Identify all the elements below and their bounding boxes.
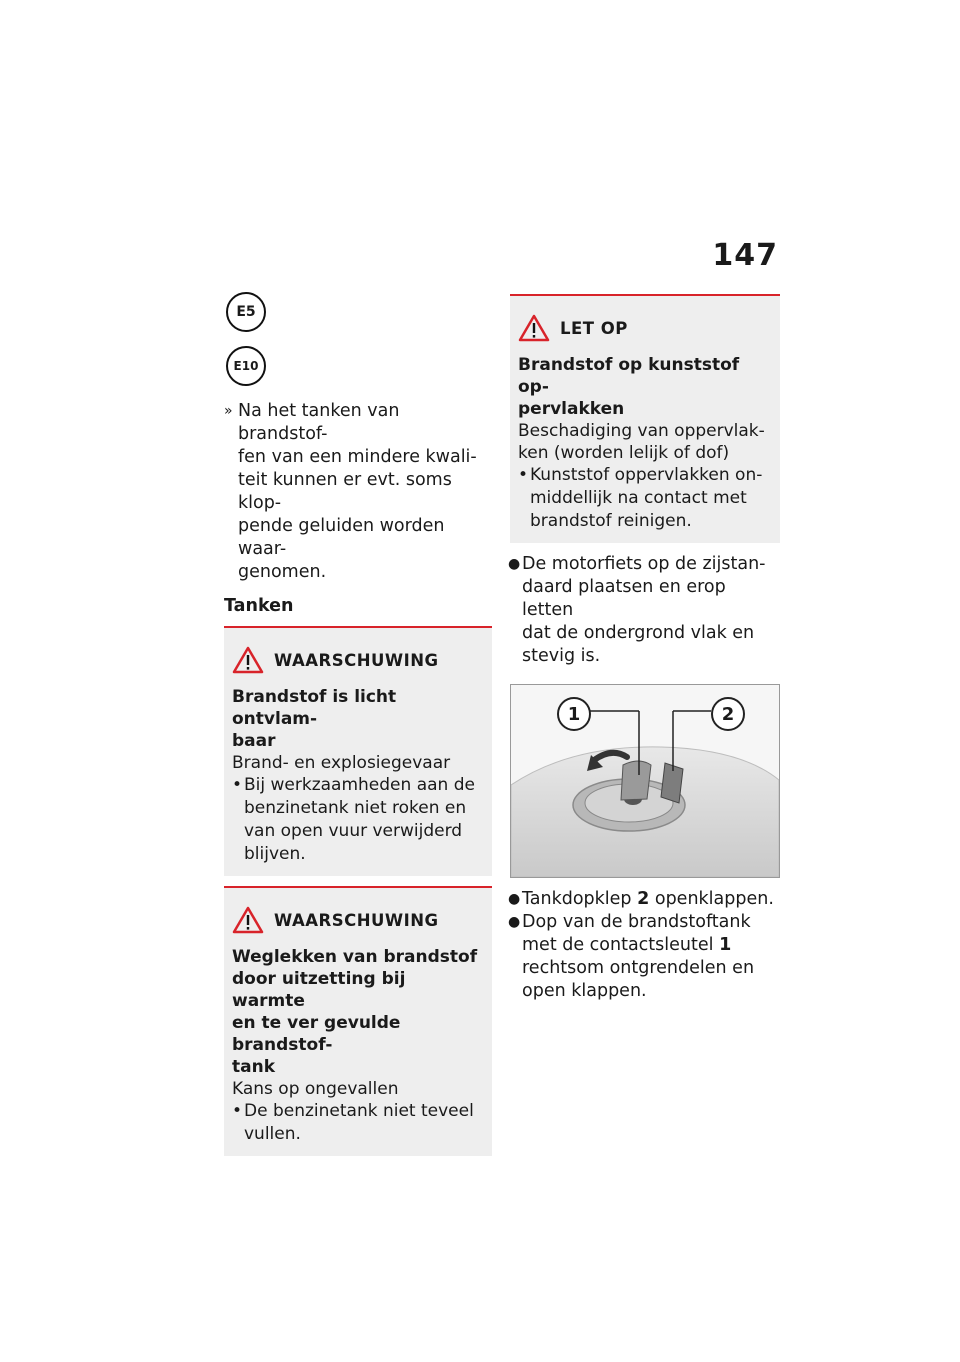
note-line: pende geluiden worden waar-	[238, 516, 445, 559]
warning-box-flammable	[224, 626, 492, 876]
bullet-dot: •	[232, 775, 243, 795]
caution-header	[518, 314, 772, 342]
warning-bullet	[232, 1100, 484, 1146]
page-number: 147	[712, 238, 778, 273]
bullet-line: van open vuur verwijderd	[244, 821, 463, 841]
warning-heading-line: tank	[232, 1057, 276, 1077]
callout-2: 2	[711, 697, 745, 731]
bullet-line: blijven.	[244, 844, 306, 864]
bullet-line: De benzinetank niet teveel	[244, 1101, 474, 1121]
warning-triangle-icon	[518, 314, 550, 342]
caution-subheading-line: Beschadiging van oppervlak-	[518, 421, 765, 441]
warning-triangle-icon	[232, 906, 264, 934]
caution-bullet	[518, 464, 772, 533]
caution-box	[510, 294, 780, 543]
warning-heading-line: baar	[232, 731, 276, 751]
callout-1: 1	[557, 697, 591, 731]
step-dot: ●	[508, 556, 521, 572]
step-line: De motorfiets op de zijstan-	[522, 554, 766, 574]
bullet-dot: •	[518, 465, 529, 485]
step-line: open klappen.	[522, 981, 647, 1001]
step-text: Tankdopklep	[522, 889, 638, 909]
warning-triangle-icon	[232, 646, 264, 674]
warning-header	[232, 646, 484, 674]
section-title: Tanken	[224, 596, 294, 616]
step-ref: 1	[719, 935, 732, 955]
bullet-line: vullen.	[244, 1124, 301, 1144]
left-column	[224, 292, 492, 1166]
e5-fuel-icon: E5	[226, 292, 266, 332]
note-line: fen van een mindere kwali-	[238, 447, 477, 467]
warning-title: WAARSCHUWING	[274, 910, 439, 930]
warning-heading-line: en te ver gevulde brandstof-	[232, 1013, 401, 1055]
step-text: openklappen.	[649, 889, 774, 909]
warning-heading-line: Brandstof is licht ontvlam-	[232, 687, 397, 729]
warning-heading-line: door uitzetting bij warmte	[232, 969, 406, 1011]
step-text: met de contactsleutel	[522, 935, 720, 955]
note-line: Na het tanken van brandstof-	[238, 401, 400, 444]
warning-heading-line: Weglekken van brandstof	[232, 947, 478, 967]
e10-fuel-icon: E10	[226, 346, 266, 386]
warning-subheading: Brand- en explosiegevaar	[232, 753, 451, 773]
caution-title: LET OP	[560, 318, 628, 338]
caution-subheading-line: ken (worden lelijk of dof)	[518, 443, 730, 463]
bullet-line: Kunststof oppervlakken on-	[530, 465, 763, 485]
note-line: teit kunnen er evt. soms klop-	[238, 470, 452, 513]
step-dot: ●	[508, 891, 521, 907]
step-park-motorcycle	[510, 553, 780, 668]
bullet-line: brandstof reinigen.	[530, 511, 692, 531]
step-line: stevig is.	[522, 646, 601, 666]
warning-box-leakage	[224, 886, 492, 1156]
step-line: Dop van de brandstoftank	[522, 912, 751, 932]
fuel-cap-figure	[510, 684, 780, 878]
right-column	[510, 294, 780, 1003]
step-line	[522, 934, 780, 957]
warning-subheading: Kans op ongevallen	[232, 1079, 399, 1099]
fuel-note	[224, 400, 492, 584]
step-open-flap	[510, 888, 780, 911]
note-line: genomen.	[238, 562, 327, 582]
warning-header	[232, 906, 484, 934]
warning-title: WAARSCHUWING	[274, 650, 439, 670]
step-ref: 2	[637, 889, 650, 909]
bullet-line: Bij werkzaamheden aan de	[244, 775, 475, 795]
step-dot: ●	[508, 914, 521, 930]
step-line: rechtsom ontgrendelen en	[522, 958, 755, 978]
bullet-dot: •	[232, 1101, 243, 1121]
caution-heading-line: pervlakken	[518, 399, 625, 419]
warning-bullet	[232, 774, 484, 866]
step-unlock-cap	[510, 911, 780, 1003]
bullet-line: middellijk na contact met	[530, 488, 747, 508]
caution-heading-line: Brandstof op kunststof op-	[518, 355, 740, 397]
note-marker: »	[224, 403, 233, 419]
bullet-line: benzinetank niet roken en	[244, 798, 467, 818]
step-line: dat de ondergrond vlak en	[522, 623, 755, 643]
step-line: daard plaatsen en erop letten	[522, 577, 726, 620]
